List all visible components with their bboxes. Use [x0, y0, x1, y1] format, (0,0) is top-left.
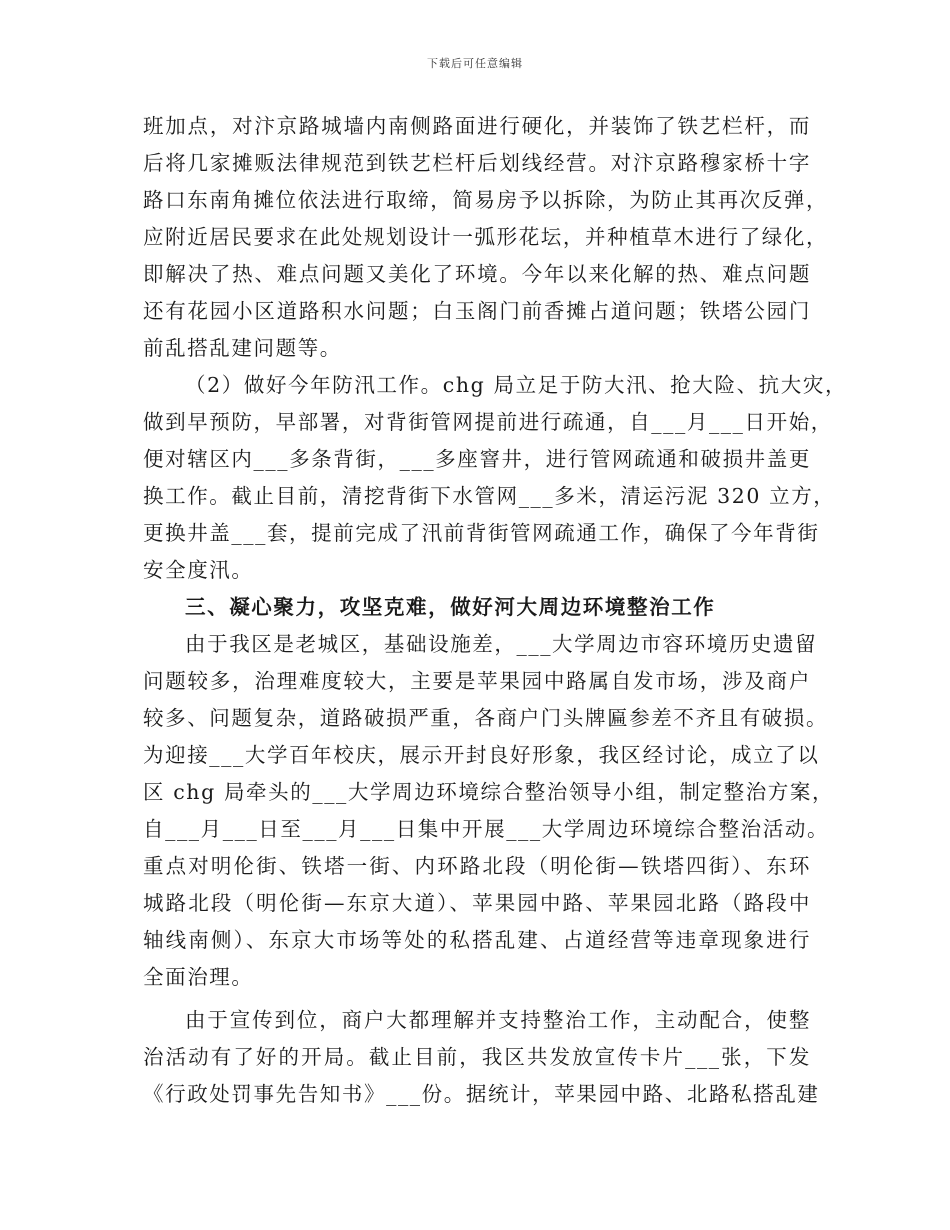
text-line: 应附近居民要求在此处规划设计一弧形花坛，并种植草木进行了绿化， — [143, 225, 829, 249]
text-line: 路口东南角摊位依法进行取缔，简易房予以拆除，为防止其再次反弹， — [143, 188, 829, 212]
paragraph-1 — [143, 108, 829, 367]
text-line: 由于宣传到位，商户大都理解并支持整治工作，主动配合，使整 — [185, 1008, 811, 1032]
text-line: 治活动有了好的开局。截止目前，我区共发放宣传卡片___张，下发 — [143, 1045, 811, 1069]
text-line: 轴线南侧）、东京大市场等处的私搭乱建、占道经营等违章现象进行 — [143, 928, 811, 952]
text-line: 安全度汛。 — [143, 558, 254, 582]
text-line: 重点对明伦街、铁塔一街、内环路北段（明伦街—铁塔四街）、东环 — [143, 854, 811, 878]
text-line: （2）做好今年防汛工作。chg 局立足于防大汛、抢大险、抗大灾， — [185, 373, 848, 397]
text-line: 前乱搭乱建问题等。 — [143, 336, 342, 360]
text-line: 区 chg 局牵头的___大学周边环境综合整治领导小组，制定整治方案， — [143, 780, 835, 804]
document-body — [143, 108, 848, 1113]
text-line: 城路北段（明伦街—东京大道）、苹果园中路、苹果园北路（路段中 — [143, 891, 811, 915]
text-line: 为迎接___大学百年校庆，展示开封良好形象，我区经讨论，成立了以 — [143, 743, 820, 767]
text-line: 《行政处罚事先告知书》___份。据统计，苹果园中路、北路私搭乱建 — [143, 1082, 820, 1106]
text-line: 全面治理。 — [143, 965, 254, 989]
section-heading: 三、凝心聚力，攻坚克难，做好河大周边环境整治工作 — [185, 595, 716, 619]
paragraph-3 — [143, 626, 835, 996]
text-line: 自___月___日至___月___日集中开展___大学周边环境综合整治活动。 — [143, 817, 830, 841]
text-line: 做到早预防，早部署，对背街管网提前进行疏通，自___月___日开始， — [143, 410, 833, 434]
paragraph-4 — [143, 1002, 820, 1113]
text-line: 还有花园小区道路积水问题；白玉阁门前香摊占道问题；铁塔公园门 — [143, 299, 811, 323]
text-line: 后将几家摊贩法律规范到铁艺栏杆后划线经营。对汴京路穆家桥十字 — [143, 151, 811, 175]
text-line: 由于我区是老城区，基础设施差，___大学周边市容环境历史遗留 — [185, 632, 818, 656]
text-line: 更换井盖___套，提前完成了汛前背街管网疏通工作，确保了今年背街 — [143, 521, 820, 545]
text-line: 较多、问题复杂，道路破损严重，各商户门头牌匾参差不齐且有破损。 — [143, 706, 829, 730]
page-header: 下载后可任意编辑 — [427, 57, 523, 70]
paragraph-2 — [143, 367, 848, 589]
text-line: 便对辖区内___多条背街，___多座窨井，进行管网疏通和破损井盖更 — [143, 447, 811, 471]
text-line: 问题较多，治理难度较大，主要是苹果园中路属自发市场，涉及商户 — [143, 669, 811, 693]
text-line: 班加点，对汴京路城墙内南侧路面进行硬化，并装饰了铁艺栏杆，而 — [143, 114, 811, 138]
text-line: 换工作。截止目前，清挖背街下水管网___多米，清运污泥 320 立方， — [143, 484, 836, 508]
text-line: 即解决了热、难点问题又美化了环境。今年以来化解的热、难点问题 — [143, 262, 811, 286]
